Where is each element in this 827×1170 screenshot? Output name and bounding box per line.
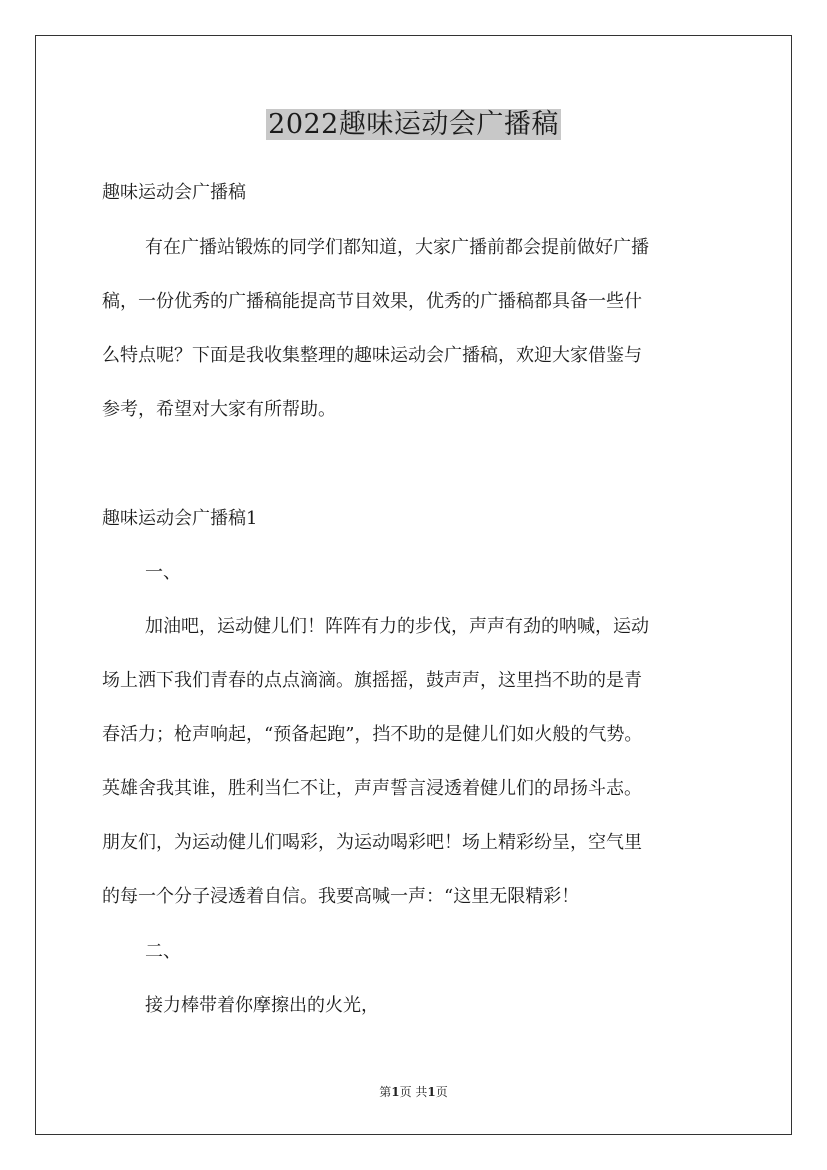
body-line: 场上洒下我们青春的点点滴滴。旗摇摇，鼓声声，这里挡不助的是青 [102,670,642,691]
subsection-marker: 二、 [145,941,181,962]
subsection-marker: 一、 [145,562,181,583]
body-line: 有在广播站锻炼的同学们都知道，大家广播前都会提前做好广播 [145,237,649,258]
body-line: 加油吧，运动健儿们！阵阵有力的步伐，声声有劲的呐喊，运动 [145,616,649,637]
page-footer [0,1084,827,1100]
document-title-text: 2022趣味运动会广播稿 [268,109,559,140]
body-line: 春活力；枪声响起，“预备起跑”，挡不助的是健儿们如火般的气势。 [102,724,643,745]
body-line: 朋友们，为运动健儿们喝彩，为运动喝彩吧！场上精彩纷呈，空气里 [102,832,642,853]
section-heading: 趣味运动会广播稿1 [102,508,258,529]
section-heading: 趣味运动会广播稿 [102,182,246,203]
body-line: 的每一个分子浸透着自信。我要高喊一声：“这里无限精彩！ [102,886,580,907]
page-total: 1 [427,1085,436,1099]
body-line: 稿，一份优秀的广播稿能提高节目效果，优秀的广播稿都具备一些什 [102,291,642,312]
page-mid: 页 共 [399,1085,428,1099]
body-line: 么特点呢？下面是我收集整理的趣味运动会广播稿，欢迎大家借鉴与 [102,345,642,366]
page-current: 1 [391,1085,400,1099]
page-suffix: 页 [435,1085,448,1099]
body-line: 英雄舍我其谁，胜利当仁不让，声声誓言浸透着健儿们的昂扬斗志。 [102,778,642,799]
page-prefix: 第 [379,1085,392,1099]
body-line: 参考，希望对大家有所帮助。 [102,399,336,420]
body-line: 接力棒带着你摩擦出的火光， [145,995,379,1016]
document-title [0,100,827,144]
